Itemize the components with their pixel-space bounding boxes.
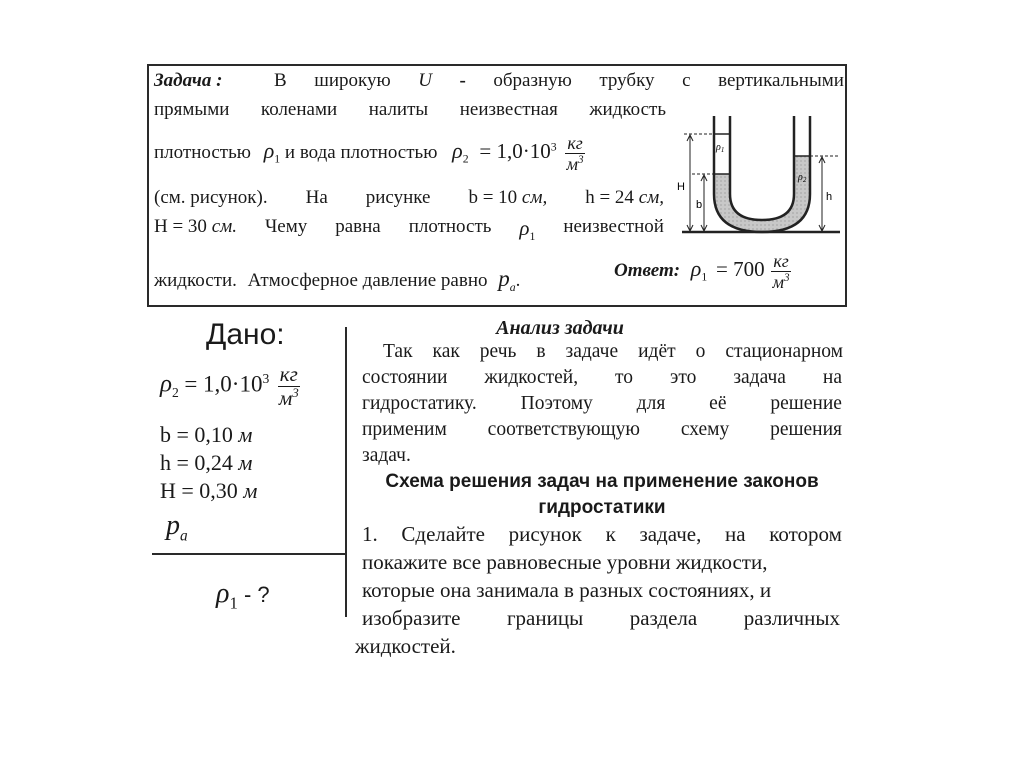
word: идёт <box>638 341 676 362</box>
task-line-6 <box>154 266 520 292</box>
word: - <box>459 70 466 91</box>
word: гидростатику. <box>362 393 477 414</box>
tube-inner-wall <box>730 116 794 220</box>
word: решения <box>770 419 842 440</box>
word: плотность <box>408 216 492 237</box>
word: котором <box>769 522 842 546</box>
var-unit: м <box>238 450 253 475</box>
word: и вода плотностью <box>284 141 438 163</box>
unit-den-text: м <box>772 272 785 292</box>
word: Поэтому <box>520 393 593 414</box>
scheme-title-2: гидростатики <box>538 497 666 518</box>
scheme-line-5: жидкостей. <box>355 634 456 658</box>
unit-denominator <box>773 272 790 291</box>
scheme-title-1: Схема решения задач на применение законов <box>385 471 819 492</box>
word: неизвестной <box>563 216 664 237</box>
analysis-line-3 <box>362 393 842 415</box>
unit-denominator <box>279 387 299 409</box>
word: Чему <box>264 216 308 237</box>
word: задача <box>733 367 786 388</box>
value-text: b = 10 <box>468 187 518 208</box>
word: В <box>273 70 287 91</box>
symbol-u: U <box>418 70 432 91</box>
word: задаче <box>565 341 619 362</box>
value-b <box>468 187 547 209</box>
power: 3 <box>262 371 270 387</box>
given-title: Дано: <box>206 318 285 351</box>
label-H: H <box>677 181 685 193</box>
word: границы <box>506 606 584 630</box>
word: вертикальными <box>718 70 844 91</box>
word: образную <box>493 70 572 91</box>
unit-power: 3 <box>784 272 790 284</box>
word: Атмосферное давление равно <box>247 270 488 291</box>
word: трубку <box>599 70 655 91</box>
task-line-3 <box>154 134 585 173</box>
rho-symbol: ρ <box>452 137 463 163</box>
word: на <box>822 367 842 388</box>
rho-index: 2 <box>462 152 469 166</box>
var-unit: м <box>243 478 258 503</box>
rho-index: 1 <box>720 146 725 154</box>
pressure-symbol: p <box>166 510 180 541</box>
var-value: = 0,30 <box>181 478 238 503</box>
word: 1. <box>362 522 378 546</box>
label-b: b <box>696 199 703 211</box>
analysis-line-2 <box>362 367 842 389</box>
rho-index: 2 <box>802 176 807 184</box>
word: к <box>605 522 616 546</box>
word: раздела <box>629 606 698 630</box>
answer-label: Ответ: <box>614 259 681 281</box>
given-h <box>160 450 252 476</box>
scheme-line-2: покажите все равновесные уровни жидкости, <box>362 550 768 574</box>
task-line-2 <box>154 99 666 121</box>
word: налиты <box>368 99 429 120</box>
word: Сделайте <box>401 522 485 546</box>
analysis-line-5: задач. <box>362 445 411 466</box>
rho-index: 1 <box>229 593 238 613</box>
value-text: H = 30 <box>154 216 207 237</box>
task-line-4 <box>154 187 664 209</box>
rho-symbol: ρ <box>716 142 721 153</box>
answer <box>614 252 791 291</box>
analysis-line-1 <box>383 341 843 363</box>
u-tube-figure <box>672 108 844 238</box>
word: На <box>305 187 328 208</box>
unit-den-text: м <box>278 386 293 410</box>
analysis-line-4 <box>362 419 842 441</box>
var-name: b <box>160 422 171 447</box>
density-value: = 1,0·10 <box>479 138 551 163</box>
word: различных <box>743 606 840 630</box>
unit-numerator: кг <box>279 362 298 386</box>
word: то <box>615 367 634 388</box>
word: рисунке <box>365 187 431 208</box>
unit-fraction <box>278 364 300 409</box>
rho-symbol: ρ <box>263 137 275 163</box>
word: равна <box>335 216 381 237</box>
word: задаче, <box>639 522 702 546</box>
unit-denominator <box>567 154 584 173</box>
given-b <box>160 422 252 448</box>
unit-numerator: кг <box>567 133 583 153</box>
word: стационарном <box>725 341 843 362</box>
rho-symbol: ρ <box>690 255 702 281</box>
rho-symbol: ρ <box>216 578 230 609</box>
analysis-title: Анализ задачи <box>496 317 624 339</box>
rho-index: 1 <box>529 229 536 243</box>
given-pa <box>166 510 188 545</box>
word: применим <box>362 419 447 440</box>
density-value: = 1,0·10 <box>184 371 263 397</box>
task-label: Задача : <box>154 70 223 91</box>
value-h <box>585 187 664 209</box>
rho-symbol: ρ <box>798 172 803 183</box>
unit-den-text: м <box>566 154 579 174</box>
word: жидкости. <box>154 270 237 291</box>
answer-unit-fraction <box>771 252 790 291</box>
var-unit: м <box>238 422 253 447</box>
var-value: = 0,24 <box>176 450 233 475</box>
word: это <box>670 367 697 388</box>
var-name: h <box>160 450 171 475</box>
unit: см. <box>211 216 237 237</box>
word: прямыми <box>154 99 230 120</box>
given-rho2 <box>160 364 300 409</box>
rho-index: 2 <box>172 384 179 400</box>
find-rho1 <box>216 578 270 613</box>
pressure-index: а <box>180 527 188 545</box>
word: жидкость <box>589 99 666 120</box>
word: о <box>695 341 706 362</box>
rho-symbol: ρ <box>160 370 172 398</box>
task-line-5 <box>154 216 664 241</box>
word: неизвестная <box>459 99 558 120</box>
answer-value: = 700 <box>716 256 765 281</box>
word: на <box>725 522 746 546</box>
task-line-1 <box>154 70 844 92</box>
rho-index: 1 <box>701 270 708 284</box>
word: схему <box>680 419 730 440</box>
unit: см, <box>521 187 548 208</box>
scheme-line-4 <box>362 606 840 631</box>
word: как <box>432 341 460 362</box>
word: решение <box>770 393 842 414</box>
unit-fraction <box>565 134 584 173</box>
var-value: = 0,10 <box>176 422 233 447</box>
power: 3 <box>550 140 557 154</box>
var-name: H <box>160 478 176 503</box>
word: плотностью <box>154 141 251 163</box>
scheme-line-3: которые она занимала в разных состояниях, и <box>362 578 772 602</box>
unit-power: 3 <box>292 385 299 400</box>
rho-index: 1 <box>274 152 281 166</box>
unit-numerator: кг <box>773 251 789 271</box>
word: её <box>709 393 727 414</box>
word: (см. рисунок). <box>154 187 268 208</box>
word: речь <box>479 341 517 362</box>
word: состоянии <box>362 367 448 388</box>
pressure-index: a <box>509 280 516 294</box>
word: Так <box>383 341 413 362</box>
pressure-symbol: p <box>498 266 510 291</box>
word: жидкостей, <box>484 367 579 388</box>
word: для <box>636 393 666 414</box>
liquid-1-region <box>714 134 730 174</box>
label-h: h <box>826 191 833 203</box>
word: соответствующую <box>487 419 640 440</box>
punct: . <box>515 270 521 291</box>
given-divider-vertical <box>345 327 347 617</box>
word: рисунок <box>508 522 582 546</box>
word: с <box>682 70 691 91</box>
word: в <box>536 341 546 362</box>
rho-symbol: ρ <box>519 216 530 240</box>
given-divider-horizontal <box>152 553 346 555</box>
word: широкую <box>314 70 391 91</box>
value-H <box>154 216 237 241</box>
scheme-line-1 <box>362 522 842 547</box>
word: коленами <box>260 99 338 120</box>
rho-1 <box>519 216 535 241</box>
given-H <box>160 478 257 504</box>
unit-power: 3 <box>578 154 584 166</box>
unit: см, <box>638 187 664 208</box>
find-question: - ? <box>237 582 270 607</box>
value-text: h = 24 <box>585 187 634 208</box>
word: изобразите <box>362 606 461 630</box>
